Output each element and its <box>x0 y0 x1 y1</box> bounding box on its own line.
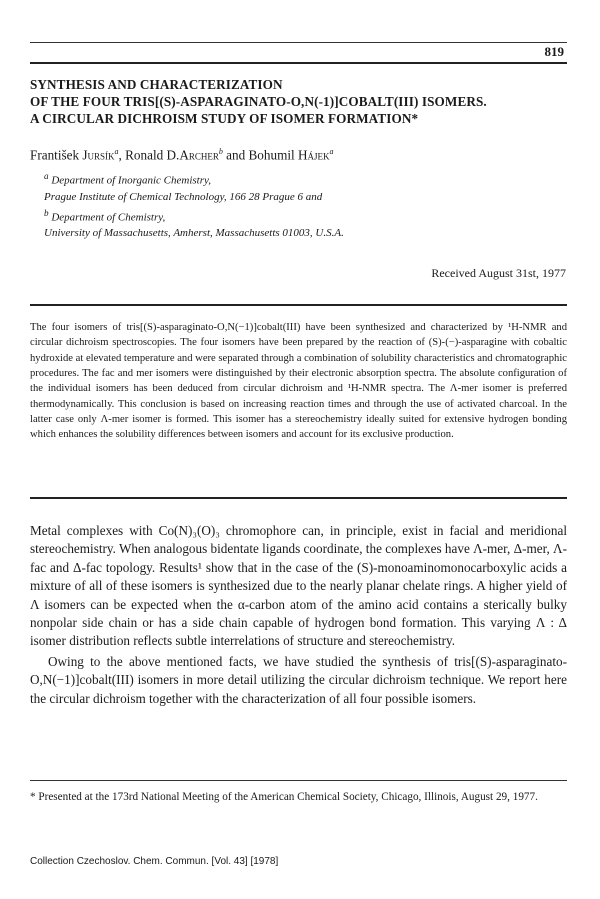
abstract-text: The four isomers of tris[(S)-asparaginato-O,N(−1)]cobalt(III) have been synthesized and characterized by ¹H-NMR and circular dichroism spectroscopies. The four isomers have been prepared by the reaction of (S)-(−)-asparagine with cobaltic hydroxide at elevated temperature and were separated through a combination of solubility characteristics and chromatographic procedures. The fac and mer isomers were distinguished by their electronic absorption spectra. The absolute configuration of the individual isomers has been deduced from circular dichroism and ¹H-NMR spectra. The Λ-mer isomer is preferred thermodynamically. This conclusion is based on increasing reaction times and through the use of activated charcoal. In the latter case only Λ-mer isomer is formed. This isomer has a stereochemistry ideally suited for extensive hydrogen bonding which enhances the solubility differences between isomers and account for its exclusive production. <box>30 322 567 441</box>
affiliation-line-3 <box>44 205 564 226</box>
author-list <box>30 147 570 163</box>
author-2-first: Ronald D. <box>125 147 180 163</box>
affiliation-line-1 <box>44 168 564 189</box>
affiliation-3-sup: b <box>44 207 49 218</box>
title-line-3: A CIRCULAR DICHROISM STUDY OF ISOMER FORMATION* <box>30 111 419 126</box>
author-2-last: Archer <box>179 147 219 163</box>
body-paragraph-2: Owing to the above mentioned facts, we have studied the synthesis of tris[(S)-asparaginato-O,N(−1)]cobalt(III) isomers in more detail utilizing the circular dichroism technique. We report here the circular dichroism together with the characterization of all four possible isomers. <box>30 653 567 706</box>
received-date: Received August 31st, 1977 <box>431 266 566 280</box>
affiliation-line-2 <box>44 189 564 205</box>
title-line-2: OF THE FOUR TRIS[(S)-ASPARAGINATO-O,N(-1)]COBALT(III) ISOMERS. <box>30 94 487 109</box>
footnote-rule <box>30 780 567 781</box>
article-title <box>30 76 570 127</box>
header-rule <box>30 42 567 43</box>
affiliation-1-text: Department of Inorganic Chemistry, <box>48 174 212 187</box>
author-sep-1: , <box>118 147 126 163</box>
author-3-sup: a <box>329 147 334 156</box>
author-1-first: František <box>30 147 83 163</box>
author-1-sup: a <box>114 147 119 156</box>
affiliation-3-text: Department of Chemistry, <box>48 211 166 224</box>
author-sep-2: and <box>222 147 249 163</box>
footnote-text: * Presented at the 173rd National Meeting of the American Chemical Society, Chicago, Illinois, August 29, 1977. <box>30 791 538 803</box>
body-paragraph-1: Metal complexes with Co(N)₃(O)₃ chromophore can, in principle, exist in facial and meridional stereochemistry. When analogous bidentate ligands coordinate, the complexes have Λ-mer, Δ-mer, Λ-fac and Δ-fac topology. Results¹ show that in the case of the (S)-monoaminomonocarboxylic acids a mixture of all of these isomers is synthesized due to the nearly planar chelate rings. A higher yield of Λ isomers can be expected when the α-carbon atom of the amino acid contains a sterically bulky nonpolar side chain or has a side chain capable of hydrogen bond formation. This varying Λ : Δ isomer distribution reflects subtle interrelations of structure and stereochemistry. <box>30 523 568 649</box>
header-rule-thick <box>30 62 567 64</box>
footnote <box>30 790 567 806</box>
affiliations <box>44 168 564 241</box>
author-1-last: Jursík <box>82 147 115 163</box>
abstract-bottom-rule <box>30 497 567 499</box>
page-number: 819 <box>544 44 564 59</box>
affiliation-1-sup: a <box>44 171 49 181</box>
affiliation-4-text: University of Massachusetts, Amherst, Massachusetts 01003, U.S.A. <box>44 227 344 240</box>
abstract-top-rule <box>30 304 567 306</box>
journal-citation: Collection Czechoslov. Chem. Commun. [Vol. 43] [1978] <box>30 856 279 867</box>
author-3-first: Bohumil <box>248 147 298 163</box>
author-3-last: Hájek <box>297 147 330 163</box>
affiliation-2-text: Prague Institute of Chemical Technology, 166 28 Prague 6 and <box>44 190 323 203</box>
abstract <box>30 320 567 443</box>
author-2-sup: b <box>218 147 223 156</box>
affiliation-line-4 <box>44 225 564 241</box>
title-line-1: SYNTHESIS AND CHARACTERIZATION <box>30 77 283 92</box>
body-text <box>30 522 567 708</box>
